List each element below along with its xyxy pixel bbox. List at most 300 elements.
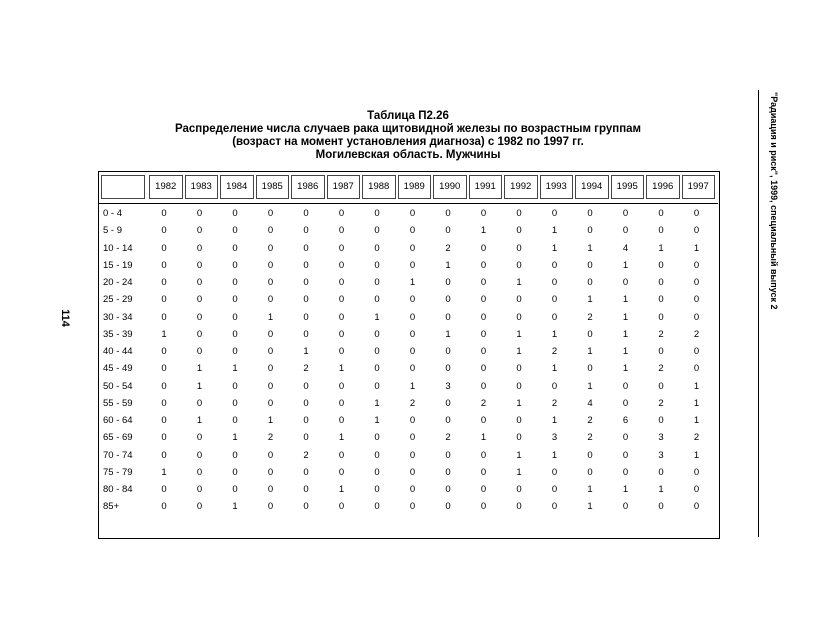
age-group-label: 70 - 74 [103,449,133,461]
age-group-label: 5 - 9 [103,225,123,237]
case-count-cell: 0 [338,449,345,461]
table-row [98,464,718,481]
case-count-cell: 1 [622,363,629,375]
case-count-cell: 0 [303,432,309,444]
case-count-cell: 0 [232,397,238,409]
case-count-cell: 1 [303,346,309,357]
case-count-cell: 3 [445,380,451,392]
case-count-cell: 0 [409,294,416,306]
case-count-cell: 0 [409,363,416,375]
table-row [98,205,718,222]
table-row [98,309,718,326]
case-count-cell: 0 [232,259,238,271]
case-count-cell: 0 [161,484,167,495]
case-count-cell: 0 [587,259,593,271]
case-count-cell: 0 [622,380,629,392]
case-count-cell: 0 [480,466,487,478]
case-count-cell: 0 [587,277,593,288]
year-header: 1983 [185,175,219,199]
title-line-2: Распределение числа случаев рака щитовидной железы по возрастным группам [174,123,642,135]
year-header: 1991 [469,175,503,199]
case-count-cell: 1 [409,277,416,288]
case-count-cell: 0 [232,311,238,323]
case-count-cell: 0 [161,397,167,409]
case-count-cell: 0 [196,328,203,340]
year-header: 1989 [398,175,432,199]
case-count-cell: 0 [551,466,558,478]
case-count-cell: 1 [196,363,203,375]
case-count-cell: 3 [551,432,558,444]
case-count-cell: 0 [658,346,664,357]
case-count-cell: 0 [161,501,167,513]
header-row [101,175,717,197]
case-count-cell: 1 [587,346,593,357]
case-count-cell: 0 [551,311,558,323]
case-count-cell: 1 [587,380,593,392]
case-count-cell: 2 [409,397,416,409]
case-count-cell: 0 [551,277,558,288]
case-count-cell: 0 [693,346,700,357]
case-count-cell: 0 [374,277,380,288]
case-count-cell: 0 [374,501,380,513]
case-count-cell: 0 [480,363,487,375]
case-count-cell: 1 [658,484,664,495]
year-header: 1992 [504,175,538,199]
year-header: 1985 [256,175,290,199]
case-count-cell: 0 [409,311,416,323]
table-row [98,274,718,291]
case-count-cell: 0 [445,415,451,426]
title-line-4: Могилевская область. Мужчины [315,149,501,161]
case-count-cell: 0 [303,294,309,306]
case-count-cell: 1 [374,311,380,323]
case-count-cell: 0 [693,363,700,375]
case-count-cell: 1 [516,346,522,357]
case-count-cell: 0 [196,208,203,219]
case-count-cell: 2 [693,432,700,444]
case-count-cell: 0 [196,501,203,513]
case-count-cell: 1 [480,225,487,237]
case-count-cell: 0 [409,432,416,444]
case-count-cell: 0 [267,449,274,461]
case-count-cell: 1 [338,363,345,375]
case-count-cell: 0 [374,328,380,340]
case-count-cell: 0 [161,225,167,237]
page-number: 114 [58,309,71,327]
case-count-cell: 0 [587,208,593,219]
case-count-cell: 1 [551,449,558,461]
case-count-cell: 0 [445,363,451,375]
case-count-cell: 0 [445,294,451,306]
case-count-cell: 0 [516,432,522,444]
case-count-cell: 0 [516,208,522,219]
case-count-cell: 2 [693,328,700,340]
case-count-cell: 0 [480,415,487,426]
case-count-cell: 1 [622,294,629,306]
case-count-cell: 0 [161,432,167,444]
age-group-label: 80 - 84 [103,484,133,495]
case-count-cell: 0 [303,415,309,426]
case-count-cell: 1 [196,380,203,392]
case-count-cell: 0 [267,484,274,495]
case-count-cell: 0 [658,259,664,271]
case-count-cell: 0 [551,380,558,392]
case-count-cell: 0 [658,208,664,219]
case-count-cell: 0 [445,466,451,478]
case-count-cell: 0 [161,449,167,461]
case-count-cell: 0 [232,346,238,357]
case-count-cell: 1 [516,449,522,461]
case-count-cell: 2 [587,311,593,323]
case-count-cell: 1 [267,311,274,323]
case-count-cell: 0 [196,259,203,271]
case-count-cell: 1 [658,242,664,254]
case-count-cell: 1 [374,397,380,409]
case-count-cell: 2 [658,363,664,375]
case-count-cell: 0 [267,208,274,219]
case-count-cell: 1 [693,449,700,461]
case-count-cell: 0 [551,501,558,513]
case-count-cell: 0 [196,449,203,461]
case-count-cell: 0 [303,328,309,340]
case-count-cell: 0 [374,484,380,495]
case-count-cell: 0 [658,311,664,323]
year-header: 1988 [362,175,396,199]
case-count-cell: 0 [374,208,380,219]
case-count-cell: 0 [303,501,309,513]
case-count-cell: 0 [303,466,309,478]
case-count-cell: 0 [551,208,558,219]
case-count-cell: 0 [587,328,593,340]
case-count-cell: 0 [196,466,203,478]
case-count-cell: 1 [622,311,629,323]
case-count-cell: 0 [622,501,629,513]
age-group-label: 60 - 64 [103,415,133,426]
case-count-cell: 0 [480,346,487,357]
case-count-cell: 0 [445,501,451,513]
case-count-cell: 0 [658,501,664,513]
case-count-cell: 0 [267,397,274,409]
header-divider [98,203,718,204]
case-count-cell: 0 [374,432,380,444]
case-count-cell: 0 [622,449,629,461]
case-count-cell: 4 [587,397,593,409]
case-count-cell: 0 [232,277,238,288]
age-group-label: 0 - 4 [103,208,123,219]
case-count-cell: 2 [587,415,593,426]
case-count-cell: 1 [622,484,629,495]
case-count-cell: 4 [622,242,629,254]
case-count-cell: 0 [338,259,345,271]
case-count-cell: 2 [303,449,309,461]
age-group-label: 35 - 39 [103,328,133,340]
case-count-cell: 0 [374,449,380,461]
table-row [98,360,718,377]
case-count-cell: 0 [338,501,345,513]
case-count-cell: 0 [693,259,700,271]
case-count-cell: 0 [445,449,451,461]
case-count-cell: 0 [232,242,238,254]
case-count-cell: 0 [409,449,416,461]
case-count-cell: 0 [232,380,238,392]
age-group-label: 65 - 69 [103,432,133,444]
case-count-cell: 0 [161,294,167,306]
case-count-cell: 0 [516,311,522,323]
case-count-cell: 0 [232,225,238,237]
table-row [98,447,718,464]
case-count-cell: 0 [693,225,700,237]
case-count-cell: 0 [658,277,664,288]
case-count-cell: 0 [409,259,416,271]
case-count-cell: 1 [587,294,593,306]
case-count-cell: 0 [338,208,345,219]
age-group-label: 20 - 24 [103,277,133,288]
age-group-label: 55 - 59 [103,397,133,409]
case-count-cell: 0 [338,397,345,409]
case-count-cell: 0 [267,466,274,478]
side-caption: "Радиация и риск", 1999, специальный выпуск 2 [769,92,779,310]
year-header: 1993 [540,175,574,199]
case-count-cell: 0 [374,380,380,392]
case-count-cell: 0 [516,294,522,306]
case-count-cell: 0 [161,259,167,271]
case-count-cell: 3 [658,449,664,461]
case-count-cell: 0 [232,415,238,426]
case-count-cell: 0 [161,346,167,357]
case-count-cell: 0 [445,225,451,237]
case-count-cell: 0 [338,346,345,357]
case-count-cell: 0 [374,225,380,237]
year-header: 1995 [611,175,645,199]
case-count-cell: 2 [267,432,274,444]
age-group-label: 85+ [103,501,120,513]
case-count-cell: 2 [658,328,664,340]
case-count-cell: 1 [622,259,629,271]
case-count-cell: 0 [516,415,522,426]
case-count-cell: 0 [338,328,345,340]
case-count-cell: 0 [409,501,416,513]
case-count-cell: 0 [374,363,380,375]
case-count-cell: 0 [551,259,558,271]
case-count-cell: 1 [587,242,593,254]
case-count-cell: 1 [516,466,522,478]
table-row [98,429,718,446]
case-count-cell: 0 [445,208,451,219]
case-count-cell: 0 [303,484,309,495]
case-count-cell: 1 [232,501,238,513]
case-count-cell: 3 [658,432,664,444]
case-count-cell: 0 [658,225,664,237]
case-count-cell: 1 [622,346,629,357]
case-count-cell: 2 [445,242,451,254]
case-count-cell: 0 [161,363,167,375]
case-count-cell: 6 [622,415,629,426]
case-count-cell: 1 [693,415,700,426]
case-count-cell: 0 [693,484,700,495]
case-count-cell: 0 [445,277,451,288]
case-count-cell: 0 [196,225,203,237]
case-count-cell: 0 [516,242,522,254]
case-count-cell: 0 [267,225,274,237]
case-count-cell: 0 [658,294,664,306]
table-title [98,110,718,162]
case-count-cell: 1 [551,328,558,340]
case-count-cell: 0 [338,242,345,254]
case-count-cell: 1 [516,397,522,409]
table-row [98,412,718,429]
case-count-cell: 0 [196,277,203,288]
case-count-cell: 1 [196,415,203,426]
case-count-cell: 2 [303,363,309,375]
case-count-cell: 1 [267,415,274,426]
case-count-cell: 0 [409,242,416,254]
year-header: 1987 [327,175,361,199]
case-count-cell: 0 [409,346,416,357]
case-count-cell: 0 [516,501,522,513]
case-count-cell: 0 [480,242,487,254]
case-count-cell: 0 [693,294,700,306]
title-line-3: (возраст на момент установления диагноза) с 1982 по 1997 гг. [232,136,584,148]
case-count-cell: 0 [480,484,487,495]
case-count-cell: 0 [161,311,167,323]
case-count-cell: 1 [445,259,451,271]
case-count-cell: 0 [480,294,487,306]
year-header: 1990 [433,175,467,199]
table-row [98,240,718,257]
case-count-cell: 0 [551,484,558,495]
case-count-cell: 0 [516,363,522,375]
age-group-label: 45 - 49 [103,363,133,375]
case-count-cell: 0 [196,311,203,323]
case-count-cell: 0 [480,449,487,461]
case-count-cell: 0 [480,208,487,219]
case-count-cell: 1 [374,415,380,426]
table-row [98,395,718,412]
case-count-cell: 0 [303,277,309,288]
case-count-cell: 2 [551,397,558,409]
case-count-cell: 0 [267,501,274,513]
table-row [98,326,718,343]
case-count-cell: 1 [587,501,593,513]
case-count-cell: 0 [622,277,629,288]
case-count-cell: 0 [338,225,345,237]
case-count-cell: 1 [161,466,167,478]
case-count-cell: 1 [516,277,522,288]
table-row [98,498,718,515]
case-count-cell: 0 [338,415,345,426]
case-count-cell: 0 [303,397,309,409]
case-count-cell: 0 [161,380,167,392]
case-count-cell: 0 [267,259,274,271]
case-count-cell: 1 [587,484,593,495]
case-count-cell: 0 [480,259,487,271]
case-count-cell: 0 [658,466,664,478]
case-count-cell: 1 [693,380,700,392]
case-count-cell: 0 [622,208,629,219]
case-count-cell: 0 [480,328,487,340]
case-count-cell: 0 [267,242,274,254]
case-count-cell: 0 [516,484,522,495]
case-count-cell: 1 [338,432,345,444]
case-count-cell: 0 [196,432,203,444]
case-count-cell: 2 [587,432,593,444]
case-count-cell: 1 [551,225,558,237]
case-count-cell: 1 [551,415,558,426]
case-count-cell: 0 [196,397,203,409]
case-count-cell: 0 [658,415,664,426]
case-count-cell: 0 [267,363,274,375]
case-count-cell: 0 [587,225,593,237]
case-count-cell: 0 [303,225,309,237]
age-group-label: 50 - 54 [103,380,133,392]
table-row [98,481,718,498]
case-count-cell: 1 [551,363,558,375]
case-count-cell: 0 [267,328,274,340]
case-count-cell: 0 [409,328,416,340]
case-count-cell: 0 [445,311,451,323]
case-count-cell: 1 [693,242,700,254]
case-count-cell: 0 [622,397,629,409]
age-group-label: 75 - 79 [103,466,133,478]
case-count-cell: 0 [338,294,345,306]
year-header: 1984 [220,175,254,199]
case-count-cell: 0 [232,294,238,306]
table-row [98,291,718,308]
case-count-cell: 0 [161,242,167,254]
case-count-cell: 0 [480,277,487,288]
case-count-cell: 0 [409,484,416,495]
case-count-cell: 0 [303,259,309,271]
case-count-cell: 0 [516,225,522,237]
case-count-cell: 1 [161,328,167,340]
age-group-label: 40 - 44 [103,346,133,357]
case-count-cell: 0 [196,242,203,254]
case-count-cell: 1 [338,484,345,495]
case-count-cell: 0 [267,380,274,392]
case-count-cell: 0 [693,501,700,513]
case-count-cell: 0 [161,277,167,288]
case-count-cell: 0 [232,449,238,461]
case-count-cell: 0 [303,311,309,323]
year-header: 1996 [646,175,680,199]
age-group-label: 10 - 14 [103,242,133,254]
case-count-cell: 1 [693,397,700,409]
case-count-cell: 0 [267,277,274,288]
case-count-cell: 0 [693,277,700,288]
case-count-cell: 0 [374,242,380,254]
case-count-cell: 0 [232,328,238,340]
case-count-cell: 1 [409,380,416,392]
year-header: 1997 [682,175,716,199]
case-count-cell: 0 [587,363,593,375]
case-count-cell: 0 [196,346,203,357]
case-count-cell: 0 [232,208,238,219]
case-count-cell: 0 [161,208,167,219]
case-count-cell: 1 [516,328,522,340]
case-count-cell: 0 [374,346,380,357]
case-count-cell: 0 [196,484,203,495]
year-header: 1986 [291,175,325,199]
case-count-cell: 0 [161,415,167,426]
case-count-cell: 0 [267,346,274,357]
table-row [98,257,718,274]
case-count-cell: 0 [409,225,416,237]
case-count-cell: 0 [516,380,522,392]
header-blank-cell [101,175,145,199]
margin-rule [758,90,759,537]
age-group-label: 25 - 29 [103,294,133,306]
case-count-cell: 0 [445,346,451,357]
